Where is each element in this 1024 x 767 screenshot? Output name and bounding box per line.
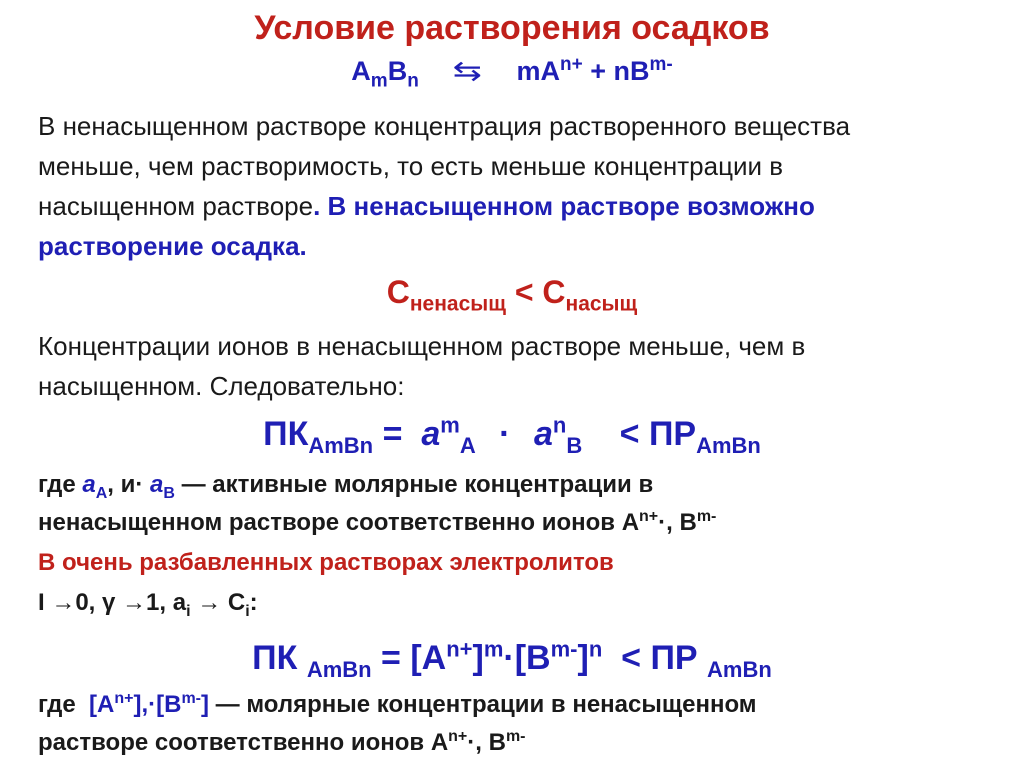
where-description-2: растворе соответственно ионов A	[38, 729, 449, 756]
solubility-product-sub: AmBn	[696, 432, 761, 458]
where-description-2: ненасыщенном растворе соответственно ионов A	[38, 509, 640, 536]
limit-colon: :	[249, 589, 258, 616]
where-concentrations-line-2	[38, 724, 998, 762]
ion-separator: ·, B	[467, 729, 506, 756]
conc-sup: m-	[181, 690, 201, 707]
ion-charge: n+	[639, 508, 659, 525]
where-concentrations-line	[38, 686, 998, 724]
activity-b: a	[533, 415, 553, 453]
plus-sign: +	[590, 56, 606, 86]
activity-b-sub: B	[566, 432, 583, 458]
inequality-right: C	[542, 274, 566, 310]
dilute-solutions-heading: В очень разбавленных растворах электролитов	[38, 549, 614, 576]
formula-sup: n+	[446, 636, 473, 662]
activity-symbol-a-sub: A	[95, 484, 108, 502]
inequality-right-sub: насыщ	[565, 292, 638, 316]
solubility-product-compare: < ПР	[619, 415, 697, 453]
formula-lhs-sub: AmBn	[308, 432, 374, 458]
formula-bracket: ]	[577, 639, 589, 677]
ion-separator: ·, B	[658, 509, 697, 536]
formula-lhs: ПК	[252, 639, 307, 677]
paragraph-ions	[38, 326, 998, 406]
paragraph-line: насыщенном. Следовательно:	[38, 371, 405, 401]
formula-sup: m-	[550, 636, 578, 662]
where-description: — молярные концентрации в ненасыщенном	[209, 691, 757, 718]
limit-sub: i	[245, 602, 250, 620]
activity-a-sub: A	[459, 432, 476, 458]
paragraph-unsaturated	[38, 106, 998, 266]
inequality-left: C	[386, 274, 410, 310]
formula-sup: n	[588, 636, 603, 662]
limit-sub: i	[186, 602, 191, 620]
paragraph-line: Концентрации ионов в ненасыщенном растворе меньше, чем в	[38, 331, 806, 361]
activity-a-sup: m	[440, 412, 460, 438]
highlight-text: растворение осадка.	[38, 231, 307, 261]
activity-symbol-a: a	[82, 471, 96, 498]
conc-symbol: ],·[B	[133, 691, 182, 718]
activity-b-sup: n	[552, 412, 567, 438]
product-cation: mA	[516, 56, 560, 86]
formula-equals: =	[373, 415, 412, 453]
multiply-dot: ·	[499, 415, 511, 453]
limit-text: → C	[190, 589, 246, 616]
formula-sup: m	[483, 636, 504, 662]
product-anion: nB	[613, 56, 650, 86]
where-activities-line	[38, 466, 998, 504]
where-description: — активные молярные концентрации в	[174, 471, 654, 498]
dissolution-equilibrium	[0, 54, 1024, 92]
conc-symbol: ]	[201, 691, 209, 718]
reactant-a: A	[351, 56, 371, 86]
paragraph-line: меньше, чем растворимость, то есть меньше концентрации в	[38, 151, 784, 181]
limit-conditions	[38, 584, 998, 622]
limit-text: I →0, γ →1, a	[38, 589, 187, 616]
paragraph-text: насыщенном растворе	[38, 191, 314, 221]
equilibrium-arrow-icon: ⇆	[452, 56, 483, 86]
formula-lhs: ПК	[263, 415, 309, 453]
formula-lhs-sub: AmBn	[306, 656, 372, 682]
solubility-product-compare: < ПР	[602, 639, 708, 677]
product-anion-charge: m-	[649, 54, 673, 75]
activity-symbol-b: a	[150, 471, 164, 498]
solubility-product-sub: AmBn	[707, 656, 772, 682]
where-activities-line-2	[38, 504, 998, 542]
inequality-left-sub: ненасыщ	[409, 292, 506, 316]
inequality-sign: <	[505, 274, 543, 310]
where-prefix: где	[38, 471, 83, 498]
paragraph-dot: .	[313, 191, 328, 221]
ion-charge: n+	[448, 728, 468, 745]
ion-product-activity-formula	[0, 410, 1024, 458]
reactant-b: B	[387, 56, 408, 86]
concentration-inequality	[0, 270, 1024, 314]
ion-charge: m-	[505, 728, 526, 745]
formula-bracket: = [A	[371, 639, 447, 677]
where-prefix: где	[38, 691, 89, 718]
reactant-a-subscript: m	[370, 70, 388, 92]
activity-a: a	[421, 415, 441, 453]
highlight-text: В ненасыщенном растворе возможно	[327, 191, 815, 221]
product-cation-charge: n+	[559, 54, 583, 75]
slide-title: Условие растворения осадков	[254, 9, 770, 47]
formula-bracket: ]	[472, 639, 484, 677]
ion-charge: m-	[696, 508, 717, 525]
activity-symbol-b-sub: B	[163, 484, 175, 502]
conc-symbol: [A	[89, 691, 115, 718]
paragraph-line: В ненасыщенном растворе концентрация растворенного вещества	[38, 111, 851, 141]
ion-product-concentration-formula	[0, 634, 1024, 682]
reactant-b-subscript: n	[407, 70, 419, 92]
conc-sup: n+	[114, 690, 134, 707]
where-mid: , и·	[107, 471, 151, 498]
formula-bracket: ·[B	[503, 639, 551, 677]
paragraph-line	[38, 186, 998, 226]
